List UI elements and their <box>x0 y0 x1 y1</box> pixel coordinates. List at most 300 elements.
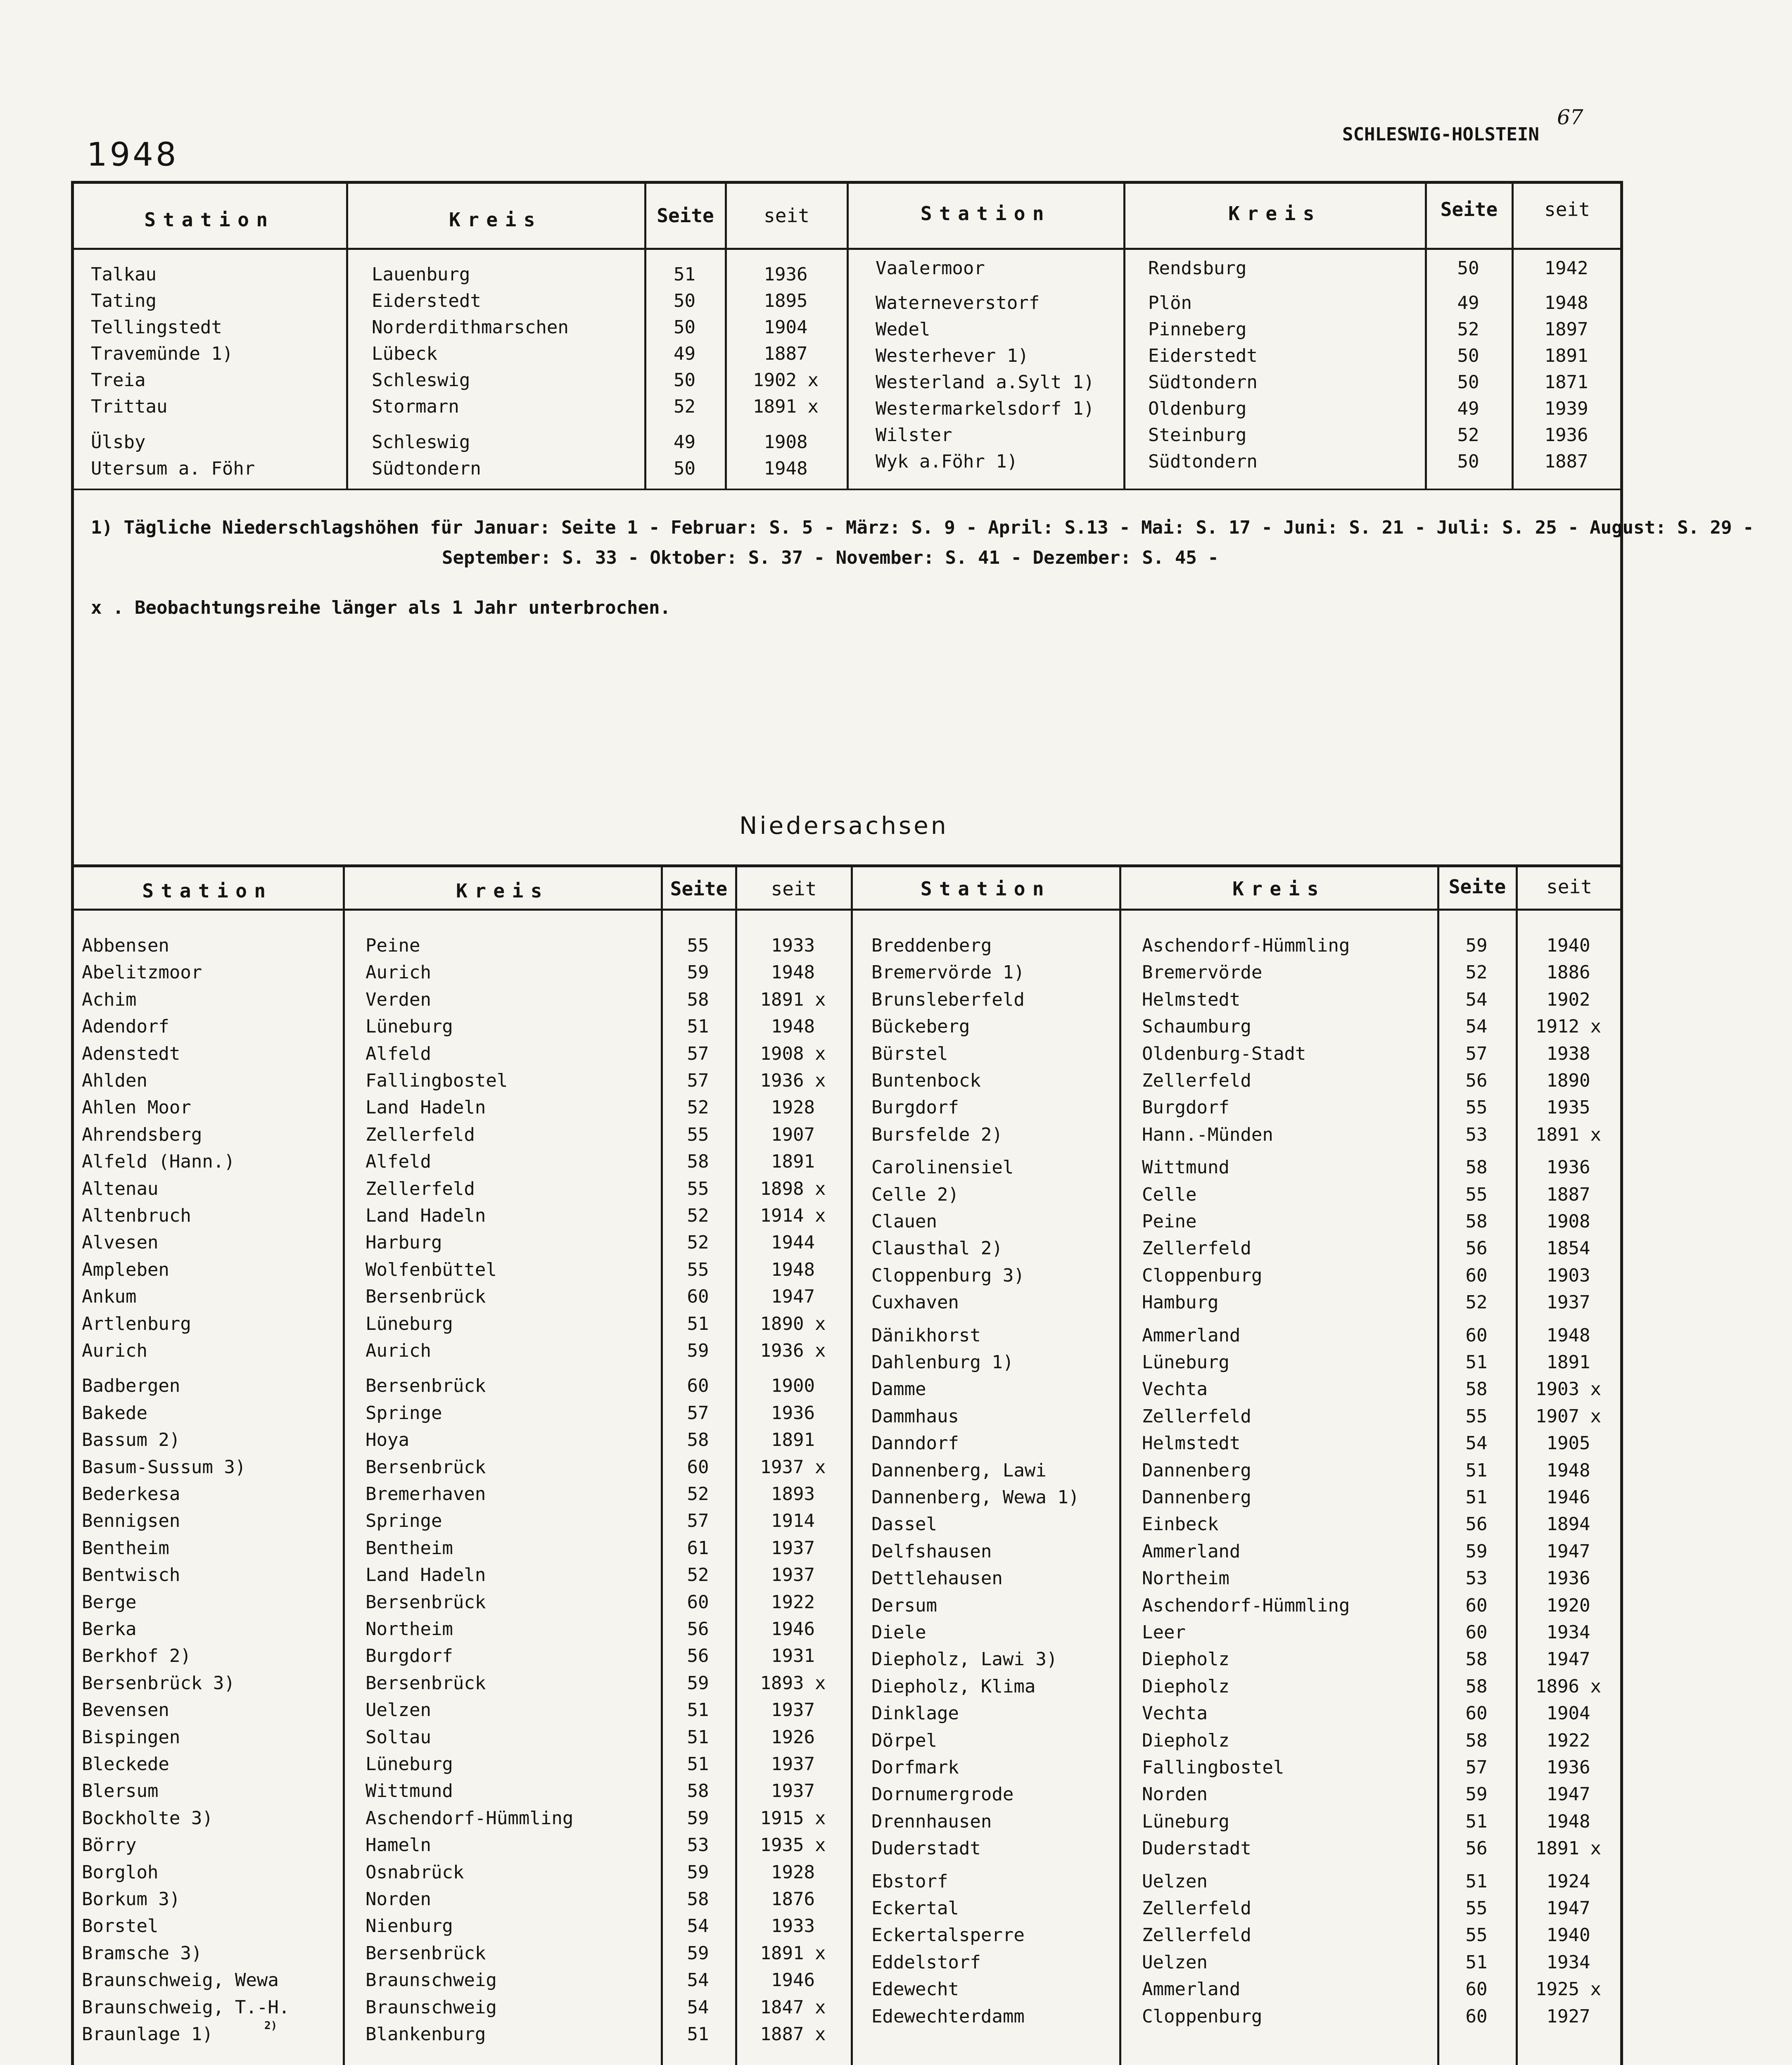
table-cell-seite: 50 <box>674 458 695 479</box>
table-cell-kreis: Oldenburg <box>1148 398 1247 419</box>
table-cell-station: Eckertalsperre <box>871 1925 1025 1946</box>
table-cell-seit: 1947 <box>1546 1649 1590 1670</box>
table-cell-station: Eddelstorf <box>871 1951 981 1973</box>
table-cell-seit: 1937 <box>1546 1292 1590 1313</box>
page-year: 1948 <box>87 136 179 173</box>
sh-header-seite: Seite <box>657 204 714 227</box>
table-cell-kreis: Bersenbrück <box>366 1286 486 1308</box>
table-cell-seit: 1944 <box>771 1232 815 1253</box>
table-cell-station: Wedel <box>876 319 930 340</box>
table-cell-seite: 58 <box>1465 1379 1488 1400</box>
table-cell-kreis: Bremervörde <box>1142 962 1263 983</box>
table-cell-seite: 56 <box>1465 1238 1488 1259</box>
table-cell-station: Berge <box>82 1591 137 1613</box>
table-cell-seit: 1905 <box>1546 1433 1590 1454</box>
table-cell-kreis: Aschendorf-Hümmling <box>366 1807 574 1829</box>
table-cell-station: Tellingstedt <box>91 317 222 338</box>
table-cell-seit: 1936 <box>771 1402 815 1424</box>
table-cell-seite: 60 <box>1465 1979 1488 2000</box>
table-cell-seite: 49 <box>1457 292 1479 313</box>
table-cell-seit: 1946 <box>771 1619 815 1640</box>
table-cell-seite: 55 <box>687 935 709 956</box>
table-cell-station: Bersenbrück 3) <box>82 1672 235 1694</box>
table-cell-station: Abbensen <box>82 935 169 956</box>
table-cell-seit: 1938 <box>1546 1043 1590 1064</box>
table-cell-kreis: Cloppenburg <box>1142 1265 1263 1286</box>
table-cell-station: Abelitzmoor <box>82 962 202 983</box>
table-cell-seite: 51 <box>1465 1487 1488 1508</box>
table-cell-seite: 52 <box>687 1564 709 1586</box>
table-cell-kreis: Northeim <box>366 1619 453 1640</box>
table-cell-kreis: Zellerfeld <box>1142 1925 1251 1946</box>
ns-header-seit: seit <box>771 878 817 900</box>
table-cell-seit: 1914 <box>771 1510 815 1532</box>
table-cell-kreis: Vechta <box>1142 1703 1208 1724</box>
table-cell-station: Bürstel <box>871 1043 948 1064</box>
table-cell-seit: 1947 <box>1546 1898 1590 1919</box>
table-cell-station: Damme <box>871 1379 926 1400</box>
table-cell-kreis: Rendsburg <box>1148 258 1247 279</box>
table-cell-kreis: Lüneburg <box>366 1754 453 1775</box>
table-cell-station: Clausthal 2) <box>871 1238 1003 1259</box>
table-cell-seite: 57 <box>1465 1043 1488 1064</box>
table-cell-seit: 1936 <box>1546 1157 1590 1178</box>
table-cell-kreis: Bremerhaven <box>366 1483 486 1505</box>
table-cell-station: Eckertal <box>871 1898 959 1919</box>
table-cell-seit: 1937 x <box>760 1456 826 1478</box>
table-cell-seite: 56 <box>1465 1514 1488 1535</box>
table-cell-seit: 1939 <box>1544 398 1588 419</box>
table-cell-station: Clauen <box>871 1211 937 1232</box>
table-cell-seite: 57 <box>687 1070 709 1091</box>
table-cell-seite: 51 <box>1465 1870 1488 1892</box>
table-cell-station: Delfshausen <box>871 1540 992 1562</box>
table-cell-kreis: Südtondern <box>372 458 481 479</box>
table-cell-station: Wyk a.Föhr 1) <box>876 451 1018 472</box>
sh-header-seit: seit <box>764 204 809 227</box>
table-cell-kreis: Zellerfeld <box>1142 1238 1251 1259</box>
table-cell-seite: 56 <box>1465 1838 1488 1859</box>
table-cell-seit: 1876 <box>771 1889 815 1910</box>
table-cell-seite: 60 <box>1465 1324 1488 1346</box>
table-cell-seit: 1896 x <box>1536 1676 1601 1697</box>
table-cell-kreis: Duderstadt <box>1142 1838 1251 1859</box>
table-cell-kreis: Land Hadeln <box>366 1097 486 1118</box>
table-cell-seit: 1902 <box>1546 989 1590 1010</box>
table-cell-seit: 1890 x <box>760 1313 826 1334</box>
table-cell-station: Bassum 2) <box>82 1429 180 1451</box>
table-cell-kreis: Bentheim <box>366 1537 453 1559</box>
table-cell-station: Dänikhorst <box>871 1324 981 1346</box>
table-cell-kreis: Springe <box>366 1402 442 1424</box>
table-cell-kreis: Zellerfeld <box>366 1178 475 1199</box>
table-cell-station: Berka <box>82 1619 137 1640</box>
table-cell-seite: 54 <box>687 1996 709 2018</box>
table-cell-seit: 1891 x <box>1536 1124 1601 1145</box>
table-cell-seit: 1887 <box>764 343 808 364</box>
table-cell-seit: 1948 <box>1546 1811 1590 1832</box>
table-cell-station: Altenbruch <box>82 1205 191 1226</box>
table-cell-station: Ebstorf <box>871 1870 948 1892</box>
table-cell-station: Edewechterdamm <box>871 2006 1025 2027</box>
table-cell-seite: 56 <box>687 1619 709 1640</box>
table-cell-station: Tating <box>91 290 157 311</box>
table-cell-station: Achim <box>82 989 137 1010</box>
table-cell-station: Vaalermoor <box>876 258 985 279</box>
sh-header-kreis: Kreis <box>449 209 542 231</box>
table-cell-seite: 54 <box>687 1915 709 1937</box>
table-cell-seit: 1934 <box>1546 1622 1590 1643</box>
table-cell-seite: 55 <box>1465 1097 1488 1118</box>
table-cell-kreis: Schaumburg <box>1142 1016 1251 1037</box>
sh-col-divider <box>346 182 348 489</box>
table-cell-seit: 1948 <box>1546 1324 1590 1346</box>
table-cell-kreis: Bersenbrück <box>366 1456 486 1478</box>
table-cell-kreis: Leer <box>1142 1622 1186 1643</box>
table-cell-seit: 1925 x <box>1536 1979 1601 2000</box>
table-cell-seit: 1904 <box>764 317 808 338</box>
table-cell-seite: 57 <box>687 1510 709 1532</box>
table-cell-seit: 1871 <box>1544 372 1588 393</box>
table-cell-seite: 57 <box>687 1402 709 1424</box>
table-cell-seit: 1931 <box>771 1645 815 1667</box>
table-cell-station: Altenau <box>82 1178 159 1199</box>
table-cell-kreis: Aschendorf-Hümmling <box>1142 935 1350 956</box>
table-cell-kreis: Fallingbostel <box>366 1070 508 1091</box>
table-cell-seit: 1948 <box>771 1259 815 1280</box>
table-cell-kreis: Hameln <box>366 1835 431 1856</box>
table-cell-kreis: Celle <box>1142 1184 1197 1205</box>
table-cell-seite: 55 <box>1465 1184 1488 1205</box>
ns-header-station: Station <box>920 878 1051 900</box>
table-cell-kreis: Nienburg <box>366 1915 453 1937</box>
table-cell-kreis: Steinburg <box>1148 425 1247 446</box>
table-cell-station: Bockholte 3) <box>82 1807 213 1829</box>
footnote-1-cont: September: S. 33 - Oktober: S. 37 - November: S. 41 - Dezember: S. 45 - <box>442 547 1219 568</box>
table-cell-station: Artlenburg <box>82 1313 191 1334</box>
table-cell-seite: 52 <box>687 1232 709 1253</box>
table-cell-seit: 1937 <box>771 1537 815 1559</box>
table-cell-station: Bentheim <box>82 1537 169 1559</box>
table-cell-seit: 1847 x <box>760 1996 826 2018</box>
table-cell-station: Adenstedt <box>82 1043 180 1064</box>
table-cell-station: Bleckede <box>82 1754 169 1775</box>
sh-header-station: Station <box>144 209 275 231</box>
table-cell-station: Talkau <box>91 264 157 285</box>
table-cell-seit: 1893 x <box>760 1672 826 1694</box>
table-cell-seite: 59 <box>687 962 709 983</box>
table-cell-seite: 58 <box>687 1780 709 1802</box>
table-cell-kreis: Wittmund <box>1142 1157 1229 1178</box>
table-cell-seite: 55 <box>687 1259 709 1280</box>
table-cell-seit: 1928 <box>771 1861 815 1883</box>
table-cell-seite: 52 <box>687 1483 709 1505</box>
table-cell-seit: 1912 x <box>1536 1016 1601 1037</box>
ns-header-rule <box>71 909 1623 911</box>
table-cell-seite: 59 <box>1465 1540 1488 1562</box>
table-cell-station: Ahlen Moor <box>82 1097 191 1118</box>
table-cell-seit: 1935 x <box>760 1835 826 1856</box>
table-cell-station: Braunlage 1) <box>82 2024 213 2045</box>
table-cell-station: Ahrendsberg <box>82 1124 202 1145</box>
sh-header-station: Station <box>920 202 1051 225</box>
table-cell-station: Berkhof 2) <box>82 1645 191 1667</box>
table-cell-seite: 50 <box>1457 451 1479 472</box>
table-cell-kreis: Helmstedt <box>1142 989 1241 1010</box>
table-cell-seit: 1942 <box>1544 258 1588 279</box>
table-cell-kreis: Blankenburg <box>366 2024 486 2045</box>
table-cell-seite: 51 <box>687 2024 709 2045</box>
table-cell-station: Treia <box>91 370 146 391</box>
table-cell-seit: 1936 <box>764 264 808 285</box>
table-cell-station: Brunsleberfeld <box>871 989 1025 1010</box>
table-cell-seite: 60 <box>687 1591 709 1613</box>
table-cell-kreis: Hamburg <box>1142 1292 1219 1313</box>
table-cell-station: Dorfmark <box>871 1757 959 1778</box>
table-cell-station: Trittau <box>91 396 168 417</box>
table-cell-station: Dammhaus <box>871 1405 959 1427</box>
table-cell-seite: 52 <box>687 1097 709 1118</box>
page-number: 67 <box>1557 105 1583 129</box>
table-cell-kreis: Osnabrück <box>366 1861 464 1883</box>
table-cell-station: Dannenberg, Wewa 1) <box>871 1487 1080 1508</box>
table-cell-kreis: Eiderstedt <box>372 290 481 311</box>
table-cell-kreis: Bersenbrück <box>366 1942 486 1964</box>
table-cell-seit: 1947 <box>771 1286 815 1308</box>
table-cell-station: Waterneverstorf <box>876 292 1040 313</box>
table-cell-seit: 1891 <box>1546 1352 1590 1373</box>
table-cell-station: Dannenberg, Lawi <box>871 1460 1047 1481</box>
table-cell-kreis: Uelzen <box>1142 1870 1208 1892</box>
table-cell-seit: 1891 <box>771 1151 815 1173</box>
sh-header-seite: Seite <box>1440 198 1498 221</box>
table-cell-station: Dassel <box>871 1514 937 1535</box>
table-cell-station: Aurich <box>82 1340 147 1361</box>
table-cell-station: Bakede <box>82 1402 147 1424</box>
table-cell-station: Diele <box>871 1622 926 1643</box>
table-cell-seite: 58 <box>687 1889 709 1910</box>
table-cell-seite: 51 <box>687 1016 709 1037</box>
table-cell-station: Bispingen <box>82 1726 180 1748</box>
table-cell-station: Bennigsen <box>82 1510 180 1532</box>
table-cell-seit: 1887 <box>1546 1184 1590 1205</box>
table-cell-seite: 51 <box>687 1313 709 1334</box>
table-cell-seite: 53 <box>1465 1568 1488 1589</box>
table-cell-kreis: Bersenbrück <box>366 1375 486 1397</box>
table-cell-seite: 57 <box>1465 1757 1488 1778</box>
sh-bottom-rule <box>71 489 1623 490</box>
table-cell-station: Wilster <box>876 425 952 446</box>
table-cell-seite: 59 <box>687 1672 709 1694</box>
table-cell-kreis: Alfeld <box>366 1043 431 1064</box>
table-cell-seit: 1887 <box>1544 451 1588 472</box>
table-cell-seit: 1903 <box>1546 1265 1590 1286</box>
table-cell-kreis: Ammerland <box>1142 1540 1241 1562</box>
table-cell-seite: 60 <box>1465 2006 1488 2027</box>
table-cell-seit: 1933 <box>771 935 815 956</box>
ns-header-seite: Seite <box>670 878 728 900</box>
table-cell-seite: 61 <box>687 1537 709 1559</box>
table-cell-kreis: Dannenberg <box>1142 1460 1251 1481</box>
table-cell-kreis: Braunschweig <box>366 1970 497 1991</box>
table-cell-kreis: Wolfenbüttel <box>366 1259 497 1280</box>
table-cell-seit: 1890 <box>1546 1070 1590 1091</box>
table-cell-station: Bevensen <box>82 1699 169 1721</box>
table-cell-station: Breddenberg <box>871 935 992 956</box>
table-cell-station: Cuxhaven <box>871 1292 959 1313</box>
table-cell-seite: 52 <box>1457 425 1479 446</box>
table-cell-station: Diepholz, Klima <box>871 1676 1036 1697</box>
ns-top-rule <box>71 864 1623 867</box>
table-cell-seit: 1940 <box>1546 935 1590 956</box>
table-cell-seit: 1926 <box>771 1726 815 1748</box>
table-cell-seite: 59 <box>687 1340 709 1361</box>
table-cell-seite: 50 <box>674 317 695 338</box>
table-cell-station: Bursfelde 2) <box>871 1124 1003 1145</box>
table-cell-kreis: Peine <box>1142 1211 1197 1232</box>
table-cell-kreis: Lüneburg <box>1142 1811 1229 1832</box>
ns-header-kreis: Kreis <box>1232 878 1326 900</box>
table-cell-seite: 52 <box>687 1205 709 1226</box>
table-cell-station: Blersum <box>82 1780 159 1802</box>
table-cell-seit: 1940 <box>1546 1925 1590 1946</box>
table-cell-station: Danndorf <box>871 1433 959 1454</box>
table-cell-station: Alvesen <box>82 1232 159 1253</box>
table-cell-seite: 52 <box>1465 962 1488 983</box>
table-cell-station: Burgdorf <box>871 1097 959 1118</box>
table-cell-station: Ampleben <box>82 1259 169 1280</box>
table-cell-kreis: Aurich <box>366 962 431 983</box>
table-cell-seite: 51 <box>1465 1460 1488 1481</box>
table-cell-kreis: Südtondern <box>1148 372 1258 393</box>
table-cell-seit: 1895 <box>764 290 808 311</box>
table-cell-kreis: Aurich <box>366 1340 431 1361</box>
table-cell-seit: 1936 x <box>760 1340 826 1361</box>
sh-header-kreis: Kreis <box>1228 202 1322 225</box>
table-cell-seit: 1946 <box>1546 1487 1590 1508</box>
table-cell-seit: 1914 x <box>760 1205 826 1226</box>
table-cell-seite: 56 <box>687 1645 709 1667</box>
table-cell-seite: 58 <box>1465 1211 1488 1232</box>
table-cell-station: Buntenbock <box>871 1070 981 1091</box>
table-cell-seit: 1900 <box>771 1375 815 1397</box>
table-cell-seit: 1948 <box>764 458 808 479</box>
table-cell-station: Basum-Sussum 3) <box>82 1456 246 1478</box>
table-cell-kreis: Zellerfeld <box>366 1124 475 1145</box>
table-cell-seit: 1893 <box>771 1483 815 1505</box>
table-cell-seit: 1924 <box>1546 1870 1590 1892</box>
table-cell-seite: 60 <box>1465 1703 1488 1724</box>
table-cell-seite: 60 <box>1465 1265 1488 1286</box>
table-cell-station: Ankum <box>82 1286 137 1308</box>
table-cell-kreis: Lüneburg <box>1142 1352 1229 1373</box>
table-cell-seite: 54 <box>1465 1016 1488 1037</box>
table-cell-station: Dahlenburg 1) <box>871 1352 1014 1373</box>
ns-header-kreis: Kreis <box>456 880 549 902</box>
table-cell-seite: 51 <box>1465 1352 1488 1373</box>
table-cell-kreis: Ammerland <box>1142 1324 1241 1346</box>
table-cell-seit: 1908 x <box>760 1043 826 1064</box>
table-cell-kreis: Harburg <box>366 1232 442 1253</box>
table-cell-kreis: Schleswig <box>372 432 470 453</box>
table-cell-station: Travemünde 1) <box>91 343 233 364</box>
table-cell-seit: 1891 x <box>753 396 819 417</box>
table-cell-seite: 52 <box>1457 319 1479 340</box>
table-cell-seite: 50 <box>674 370 695 391</box>
table-cell-kreis: Vechta <box>1142 1379 1208 1400</box>
table-cell-seite: 55 <box>687 1124 709 1145</box>
table-cell-station: Cloppenburg 3) <box>871 1265 1025 1286</box>
sh-header-seit: seit <box>1544 198 1590 221</box>
table-cell-kreis: Burgdorf <box>1142 1097 1229 1118</box>
table-cell-seite: 53 <box>687 1835 709 1856</box>
table-cell-kreis: Norden <box>1142 1784 1208 1805</box>
table-cell-seite: 59 <box>687 1861 709 1883</box>
table-cell-seite: 51 <box>1465 1811 1488 1832</box>
table-cell-seite: 55 <box>1465 1405 1488 1427</box>
table-cell-kreis: Springe <box>366 1510 442 1532</box>
table-cell-kreis: Diepholz <box>1142 1676 1229 1697</box>
table-cell-seit: 1948 <box>771 1016 815 1037</box>
table-cell-station: Dinklage <box>871 1703 959 1724</box>
table-cell-kreis: Cloppenburg <box>1142 2006 1263 2027</box>
table-cell-seit: 1897 <box>1544 319 1588 340</box>
table-cell-seite: 49 <box>1457 398 1479 419</box>
table-cell-seite: 49 <box>674 432 695 453</box>
table-cell-station: Dornumergrode <box>871 1784 1014 1805</box>
table-cell-station: Westermarkelsdorf 1) <box>876 398 1094 419</box>
table-cell-station: Westerland a.Sylt 1) <box>876 372 1094 393</box>
table-cell-station: Borstel <box>82 1915 159 1937</box>
table-cell-seit: 1903 x <box>1536 1379 1601 1400</box>
table-cell-station: Bremervörde 1) <box>871 962 1025 983</box>
table-cell-kreis: Northeim <box>1142 1568 1229 1589</box>
table-cell-seit: 1907 x <box>1536 1405 1601 1427</box>
table-cell-kreis: Stormarn <box>372 396 459 417</box>
table-cell-seite: 55 <box>687 1178 709 1199</box>
footnote-1: 1) Tägliche Niederschlagshöhen für Januar: Seite 1 - Februar: S. 5 - März: S. 9 - April: S.13 - Mai: S. 17 - Juni: S. 21 - Juli: S. 25 - August: S. 29 - <box>91 517 1754 538</box>
table-cell-kreis: Uelzen <box>1142 1951 1208 1973</box>
table-cell-seite: 53 <box>1465 1124 1488 1145</box>
table-cell-kreis: Hoya <box>366 1429 409 1451</box>
table-cell-kreis: Lüneburg <box>366 1016 453 1037</box>
table-cell-seite: 54 <box>1465 989 1488 1010</box>
table-cell-seit: 1933 <box>771 1915 815 1937</box>
table-cell-seite: 50 <box>1457 345 1479 366</box>
table-cell-seit: 1891 x <box>1536 1838 1601 1859</box>
table-cell-station: Borgloh <box>82 1861 159 1883</box>
table-cell-seit: 1948 <box>771 962 815 983</box>
table-cell-station: Dörpel <box>871 1730 937 1751</box>
table-cell-seit: 1947 <box>1546 1540 1590 1562</box>
table-cell-seite: 58 <box>1465 1730 1488 1751</box>
region-title: SCHLESWIG-HOLSTEIN <box>1342 124 1539 145</box>
table-cell-seit: 1936 <box>1546 1757 1590 1778</box>
table-cell-seite: 52 <box>674 396 695 417</box>
table-cell-kreis: Norderdithmarschen <box>372 317 569 338</box>
table-cell-seit: 1936 x <box>760 1070 826 1091</box>
table-cell-seit: 1891 x <box>760 1942 826 1964</box>
table-cell-kreis: Wittmund <box>366 1780 453 1802</box>
table-cell-seite: 55 <box>1465 1925 1488 1946</box>
table-cell-station: Adendorf <box>82 1016 169 1037</box>
ns-header-seit: seit <box>1546 876 1592 898</box>
table-cell-kreis: Fallingbostel <box>1142 1757 1284 1778</box>
table-cell-seite: 51 <box>674 264 695 285</box>
table-cell-seit: 1915 x <box>760 1807 826 1829</box>
table-cell-kreis: Diepholz <box>1142 1730 1229 1751</box>
table-cell-kreis: Alfeld <box>366 1151 431 1173</box>
